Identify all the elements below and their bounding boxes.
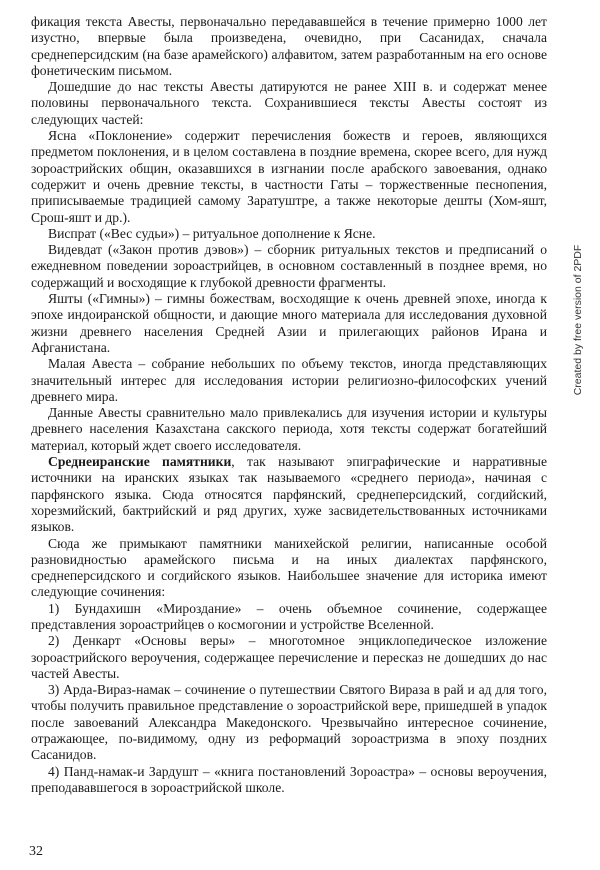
section-lead-term: Среднеиранские памятники [48, 454, 232, 470]
list-item-pand-namak: 4) Панд-намак-и Зардушт – «книга постановлений Зороастра» – основы вероучения, преподававшегося в зороастрийской школе. [31, 763, 547, 795]
paragraph-1: фикация текста Авесты, первоначально передававшейся в течение примерно 1000 лет изустно, впервые была произведена, очевидно, при Сасанидах, сначала среднеперсидским (на базе арамейского) алфавитом, затем разработанным на его основе фонетическим письмом. [31, 14, 547, 78]
paragraph-middle-iranian [31, 454, 547, 535]
list-item-arda-viraz: 3) Арда-Вираз-намак – сочинение о путешествии Святого Вираза в рай и ад для того, чтобы получить правильное представление о зороастрийской вере, пришедшей в упадок после завоеваний Александра Македонского. Чрезвычайно интересное сочинение, отражающее, по-видимому, одну из реформаций зороастризма в эпоху поздних Сасанидов. [31, 682, 547, 763]
paragraph-2: Дошедшие до нас тексты Авесты датируются не ранее XIII в. и содержат менее половины первоначального текста. Сохранившиеся тексты Авесты состоят из следующих частей: [31, 79, 547, 127]
paragraph-yashty: Яшты («Гимны») – гимны божествам, восходящие к очень древней эпохе, иногда к эпохе индоиранской общности, и дающие много материала для исследования духовной жизни древнего населения Средней Азии и прилегающих районов Ирана и Афганистана. [31, 291, 547, 355]
paragraph-visprat: Виспрат («Вес судьи») – ритуальное дополнение к Ясне. [48, 225, 376, 241]
paragraph-yasna: Ясна «Поклонение» содержит перечисления божеств и героев, являющихся предметом поклонения, и в целом составлена в поздние времена, скорее всего, для нужд зороастрийских общин, оказавшихся в изгнании после арабского завоевания, однако содержит и очень древние тексты, в частности Гаты – торжественные песнопения, приписываемые традицией самому Заратуштре, а также некоторые дешты (Хом-яшт, Срош-яшт и др.). [31, 128, 547, 225]
list-item-denkart: 2) Денкарт «Основы веры» – многотомное энциклопедическое изложение зороастрийского вероучения, содержащее перечисление и пересказ не дошедших до нас частей Авесты. [31, 633, 547, 681]
list-item-bundahishn: 1) Бундахишн «Мироздание» – очень объемное сочинение, содержащее представления зороастрийцев о космогонии и устройстве Вселенной. [31, 600, 547, 632]
paragraph-middle-iranian-text: , так называют эпиграфические и нарративные источники на иранских языках так называемого «среднего периода», начиная с парфянского языка. Сюда относятся парфянский, среднеперсидский, согдийский, хорезмийский, бактрийский и ряд других, хуже засвидетельствованных источниками языков. [31, 454, 547, 535]
paragraph-videvdat: Видевдат («Закон против дэвов») – сборник ритуальных текстов и предписаний о ежедневном поведении зороастрийцев, в основном составленный в позднее время, но содержащий и восходящие к глубокой древности фрагменты. [31, 242, 547, 290]
paragraph-small-avesta: Малая Авеста – собрание небольших по объему текстов, иногда представляющих значительный интерес для исследования истории религиозно-философских учений древнего мира. [31, 356, 547, 404]
page-body [31, 14, 547, 796]
page-number: 32 [29, 844, 43, 859]
paragraph-manichaean: Сюда же примыкают памятники манихейской религии, написанные особой разновидностью арамейского письма и на иных диалектах парфянского, среднеперсидского и согдийского языков. Наибольшее значение для историка имеют следующие сочинения: [31, 535, 547, 600]
paragraph-avesta-data: Данные Авесты сравнительно мало привлекались для изучения истории и культуры древнего населения Казахстана сакского периода, хотя тексты содержат богатейший материал, который ждет своего исследователя. [31, 405, 547, 453]
watermark-text: Created by free version of 2PDF [572, 244, 584, 396]
